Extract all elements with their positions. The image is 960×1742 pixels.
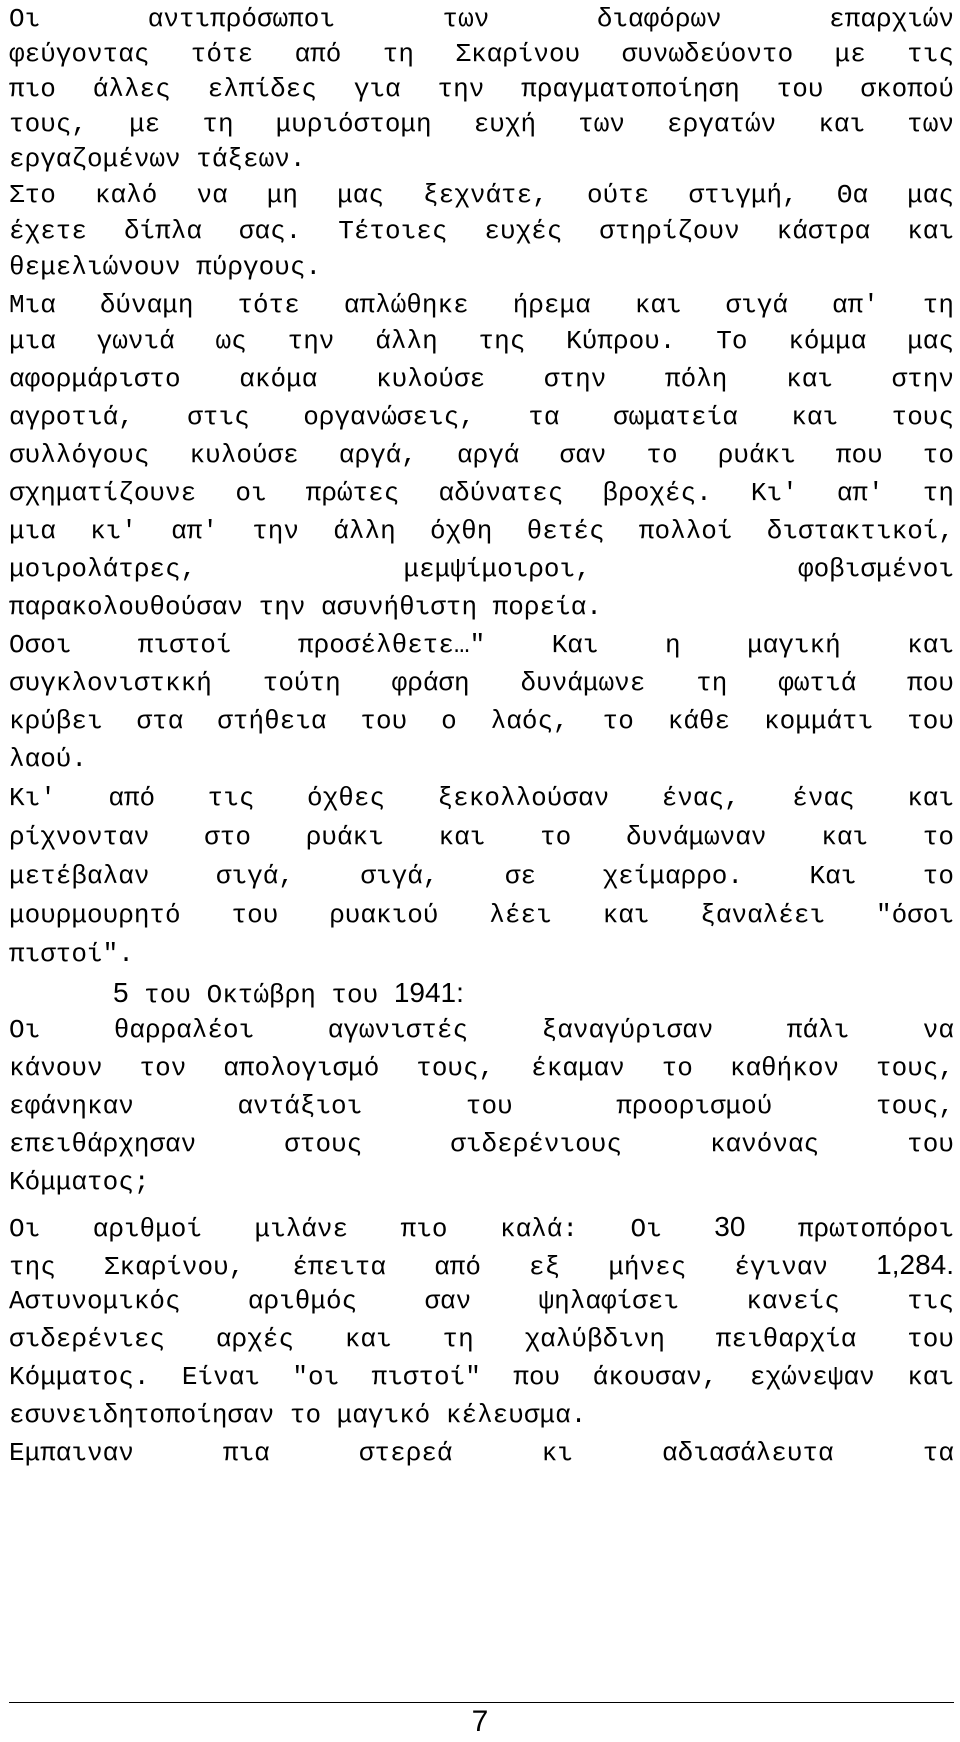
count-text: της Σκαρίνου, έπειτα από εξ μήνες έγιναν (9, 1252, 877, 1282)
text-line: μουρμουρητό του ρυακιού λέει και ξαναλέει "όσοι (9, 900, 954, 930)
text-line: συγκλονιστκκή τούτη φράση δυνάμωνε τη φωτιά που (9, 668, 954, 698)
text-line: εσυνειδητοποίησαν το μαγικό κέλευσμα. (9, 1400, 587, 1430)
numbers-text: Οι αριθμοί μιλάνε πιο καλά: Οι (9, 1214, 715, 1244)
text-line: εργαζομένων τάξεων. (9, 144, 306, 174)
text-line: επειθάρχησαν στους σιδερένιους κανόνας του (9, 1129, 954, 1159)
date-heading (113, 973, 954, 1012)
text-line: παρακολουθούσαν την ασυνήθιστη πορεία. (9, 592, 602, 622)
date-year: 1941 (393, 977, 457, 1008)
text-line: τους, με τη μυριόστομη ευχή των εργατών και των (9, 109, 954, 139)
text-line: μια γωνιά ως την άλλη της Κύπρου. Το κόμμα μας (9, 326, 954, 356)
text-line: Οσοι πιστοί προσέλθετε…" Και η μαγική και (9, 630, 954, 660)
text-line: Οι θαρραλέοι αγωνιστές ξαναγύρισαν πάλι να (9, 1015, 954, 1045)
text-line: αγροτιά, στις οργανώσεις, τα σωματεία και τους (9, 402, 954, 432)
text-line: εφάνηκαν αντάξιοι του προορισμού τους, (9, 1091, 954, 1121)
count-line (9, 1245, 954, 1284)
text-line: πιστοί". (9, 939, 134, 969)
text-line: θεμελιώνουν πύργους. (9, 252, 322, 282)
numbers-line (9, 1207, 954, 1246)
text-line: Αστυνομικός αριθμός σαν ψηλαφίσει κανείς τις (9, 1286, 954, 1316)
date-colon: : (456, 977, 464, 1008)
text-line: κρύβει στα στήθεια του ο λαός, το κάθε κομμάτι του (9, 706, 954, 736)
numbers-text-end: πρωτοπόροι (745, 1214, 954, 1244)
text-line: έχετε δίπλα σας. Τέτοιες ευχές στηρίζουν κάστρα και (9, 216, 954, 246)
text-line: μοιρολάτρες, μεμψίμοιροι, φοβισμένοι (9, 554, 954, 584)
text-line: σιδερένιες αρχές και τη χαλύβδινη πειθαρχία του (9, 1324, 954, 1354)
text-line: Οι αντιπρόσωποι των διαφόρων επαρχιών (9, 4, 954, 34)
text-line: λαού. (9, 744, 88, 774)
text-line: Κι' από τις όχθες ξεκολλούσαν ένας, ένας και (9, 783, 954, 813)
numbers-value: 30 (714, 1211, 746, 1242)
text-line: ρίχνονταν στο ρυάκι και το δυνάμωναν και το (9, 822, 954, 852)
text-line: πιο άλλες ελπίδες για την πραγματοποίηση του σκοπού (9, 74, 954, 104)
text-line: Κόμματος. Είναι "οι πιστοί" που άκουσαν, εχώνεψαν και (9, 1362, 954, 1392)
text-line: Μια δύναμη τότε απλώθηκε ήρεμα και σιγά απ' τη (9, 290, 954, 320)
date-text: του Οκτώβρη του (128, 980, 394, 1010)
count-value: 1,284. (876, 1249, 954, 1280)
text-line: αφορμάριστο ακόμα κυλούσε στην πόλη και στην (9, 364, 954, 394)
text-line: σχηματίζουνε οι πρώτες αδύνατες βροχές. Κι' απ' τη (9, 478, 954, 508)
page-number: 7 (471, 1705, 489, 1738)
text-line: κάνουν τον απολογισμό τους, έκαμαν το καθήκον τους, (9, 1053, 954, 1083)
text-line: συλλόγους κυλούσε αργά, αργά σαν το ρυάκι που το (9, 440, 954, 470)
text-line: μια κι' απ' την άλλη όχθη θετές πολλοί διστακτικοί, (9, 516, 954, 546)
text-line: μετέβαλαν σιγά, σιγά, σε χείμαρρο. Και το (9, 861, 954, 891)
text-line: Εμπαιναν πια στερεά κι αδιασάλευτα τα (9, 1438, 954, 1468)
text-line: Κόμματος; (9, 1167, 150, 1197)
text-line: Στο καλό να μη μας ξεχνάτε, ούτε στιγμή, Θα μας (9, 180, 954, 210)
footer-rule (9, 1702, 954, 1703)
date-day: 5 (113, 977, 129, 1008)
text-line: φεύγοντας τότε από τη Σκαρίνου συνωδεύοντο με τις (9, 39, 954, 69)
